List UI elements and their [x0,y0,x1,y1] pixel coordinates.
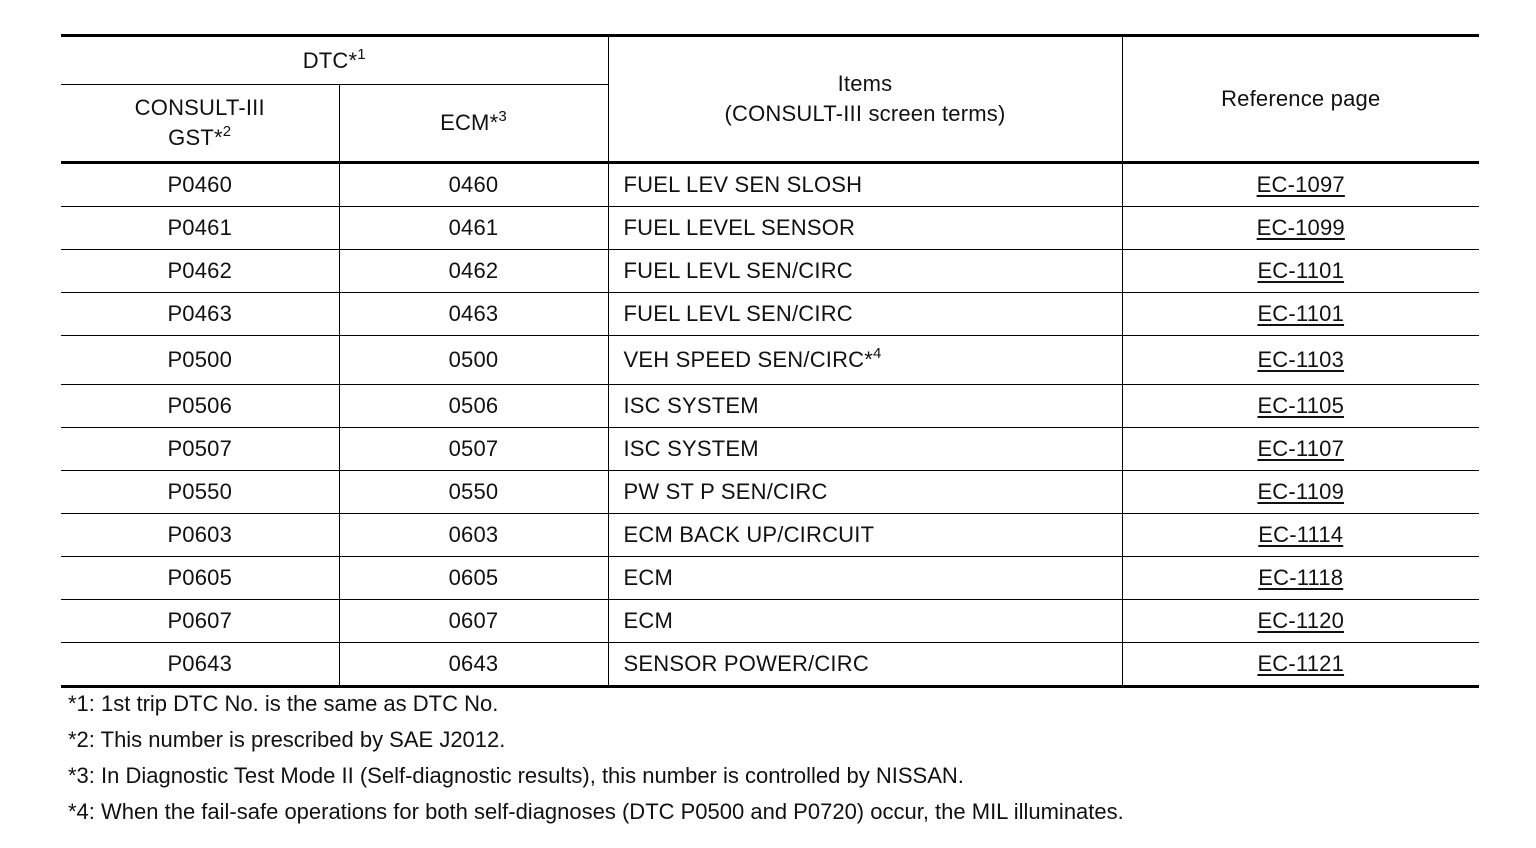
ecm-code: 0607 [339,600,608,643]
table-row [61,643,1479,687]
gst-code: P0500 [61,336,339,385]
item-term: SENSOR POWER/CIRC [608,643,1122,687]
reference-link[interactable]: EC-1118 [1258,565,1344,590]
table-row [61,250,1479,293]
item-term: FUEL LEVL SEN/CIRC [608,250,1122,293]
ecm-code: 0460 [339,163,608,207]
dtc-header: DTC*$^1$ [61,36,608,85]
item-term: FUEL LEVL SEN/CIRC [608,293,1122,336]
ecm-code: 0550 [339,471,608,514]
reference-link[interactable]: EC-1101 [1257,258,1345,283]
reference-cell [1122,336,1479,385]
ecm-code: 0506 [339,385,608,428]
reference-link[interactable]: EC-1099 [1256,215,1345,240]
item-term: FUEL LEV SEN SLOSH [608,163,1122,207]
footnote-2: *2: This number is prescribed by SAE J2012. [68,727,506,752]
reference-cell [1122,207,1479,250]
gst-code: P0607 [61,600,339,643]
table-row [61,514,1479,557]
footnote-marker: 4 [873,345,882,362]
table-row [61,336,1479,385]
ecm-code: 0500 [339,336,608,385]
items-header: Items (CONSULT-III screen terms) [608,36,1122,163]
reference-cell [1122,514,1479,557]
ecm-code: 0461 [339,207,608,250]
gst-code: P0550 [61,471,339,514]
table-row [61,471,1479,514]
ecm-code: 0507 [339,428,608,471]
item-term: VEH SPEED SEN/CIRC*$^4$ [608,336,1122,385]
dtc-table [61,34,1479,688]
footnotes [68,688,1124,832]
reference-cell [1122,471,1479,514]
gst-code: P0460 [61,163,339,207]
reference-link[interactable]: EC-1105 [1257,393,1345,418]
item-term: ISC SYSTEM [608,428,1122,471]
footnote-3: *3: In Diagnostic Test Mode II (Self-diagnostic results), this number is controlled by NISSAN. [68,763,964,788]
gst-code: P0507 [61,428,339,471]
reference-link[interactable]: EC-1107 [1257,436,1345,461]
item-term: FUEL LEVEL SENSOR [608,207,1122,250]
table-row [61,557,1479,600]
ecm-code: 0463 [339,293,608,336]
table-row [61,600,1479,643]
table-row [61,293,1479,336]
reference-cell [1122,163,1479,207]
gst-code: P0461 [61,207,339,250]
reference-cell [1122,643,1479,687]
table-row [61,385,1479,428]
ecm-header: ECM*$^3$ [339,85,608,163]
reference-link[interactable]: EC-1114 [1258,522,1344,547]
item-term: PW ST P SEN/CIRC [608,471,1122,514]
ecm-code: 0643 [339,643,608,687]
gst-code: P0603 [61,514,339,557]
footnote-1: *1: 1st trip DTC No. is the same as DTC No. [68,691,499,716]
gst-code: P0506 [61,385,339,428]
ecm-code: 0603 [339,514,608,557]
reference-header: Reference page [1122,36,1479,163]
ecm-code: 0605 [339,557,608,600]
gst-code: P0643 [61,643,339,687]
footnote-4: *4: When the fail-safe operations for both self-diagnoses (DTC P0500 and P0720) occur, the MIL illuminates. [68,799,1124,824]
item-term: ECM [608,557,1122,600]
reference-link[interactable]: EC-1103 [1257,347,1345,372]
reference-link[interactable]: EC-1120 [1257,608,1345,633]
gst-code: P0462 [61,250,339,293]
reference-cell [1122,385,1479,428]
header-row-1 [61,36,1479,85]
dtc-table-container [61,34,1479,688]
reference-link[interactable]: EC-1121 [1257,651,1345,676]
item-term: ECM [608,600,1122,643]
reference-cell [1122,557,1479,600]
reference-link[interactable]: EC-1101 [1257,301,1345,326]
item-term: ISC SYSTEM [608,385,1122,428]
reference-link[interactable]: EC-1097 [1256,172,1345,197]
item-term: ECM BACK UP/CIRCUIT [608,514,1122,557]
gst-code: P0605 [61,557,339,600]
reference-cell [1122,428,1479,471]
reference-cell [1122,600,1479,643]
reference-cell [1122,250,1479,293]
reference-cell [1122,293,1479,336]
table-row [61,163,1479,207]
table-row [61,207,1479,250]
ecm-code: 0462 [339,250,608,293]
table-row [61,428,1479,471]
gst-code: P0463 [61,293,339,336]
reference-link[interactable]: EC-1109 [1257,479,1345,504]
consult-gst-header: CONSULT-III GST*$^2$ [61,85,339,163]
